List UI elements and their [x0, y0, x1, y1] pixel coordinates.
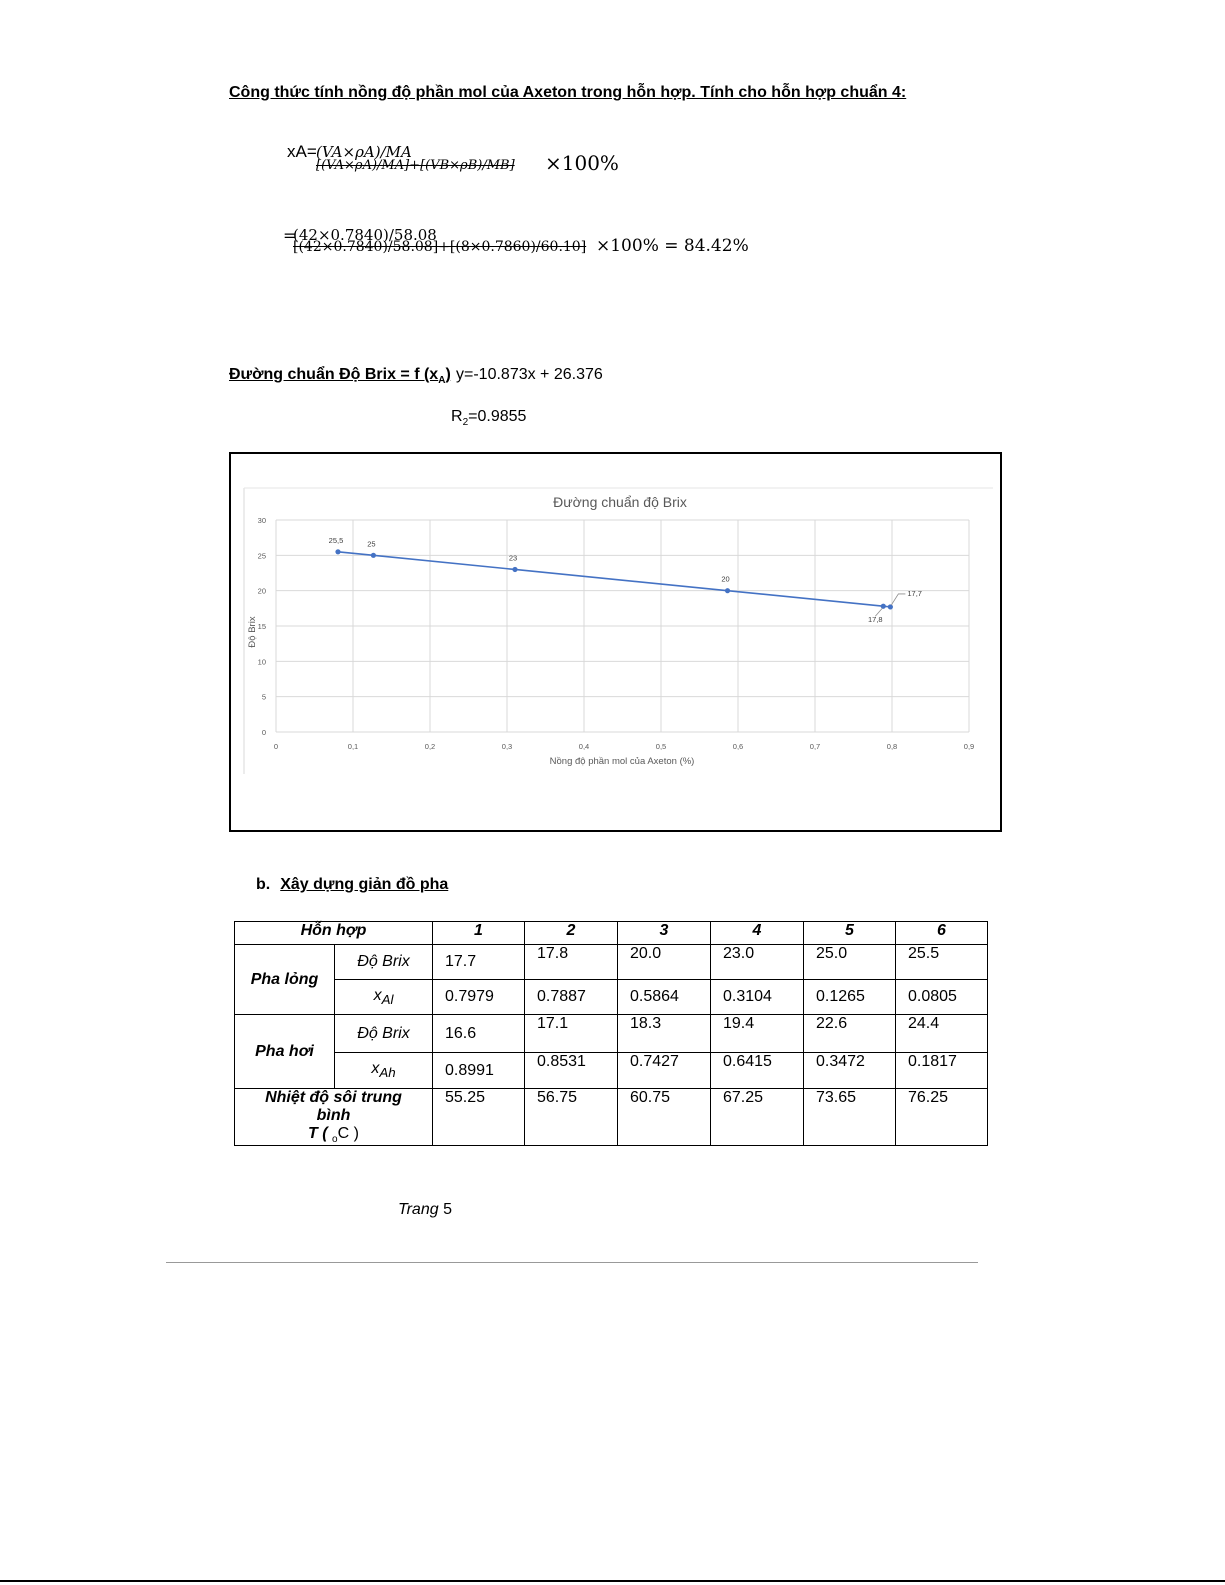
data-point	[881, 604, 886, 609]
formula1-lhs: xA=	[287, 142, 317, 161]
y-tick-label: 15	[257, 622, 266, 631]
x-tick-label: 0,5	[655, 742, 667, 751]
data-point	[725, 588, 730, 593]
header-mixture: Hỗn hợp	[235, 922, 433, 945]
table-cell: 0.3104	[711, 980, 804, 1015]
formula2-numerator: (42×0.7840)/58.08	[293, 226, 437, 244]
table-cell: 60.75	[618, 1089, 711, 1146]
y-tick-label: 30	[257, 516, 266, 525]
chart-y-axis-label: Độ Brix	[247, 616, 258, 648]
table-cell: 0.1817	[896, 1053, 988, 1089]
data-label: 25	[367, 539, 376, 549]
chart-ticks	[258, 516, 975, 751]
table-cell: 25.0	[804, 945, 896, 980]
data-label: 25,5	[328, 535, 344, 545]
y-tick-label: 25	[257, 551, 266, 561]
table-cell: 56.75	[525, 1089, 618, 1146]
formula1-denominator: [(VA×ρA)/MA]+[(VB×ρB)/MB]	[316, 158, 515, 173]
x-tick-label: 0	[273, 742, 279, 751]
table-row	[235, 945, 988, 980]
table-cell: 0.6415	[711, 1053, 804, 1089]
data-label: 17,7	[907, 588, 922, 598]
r-squared-prefix: R	[451, 408, 463, 425]
table-cell: 23.0	[711, 945, 804, 980]
table-row	[235, 1015, 988, 1053]
boiling-temp-label	[235, 1089, 433, 1146]
formula-heading: Công thức tính nồng độ phần mol của Axeton trong hỗn hợp. Tính cho hỗn hợp chuẩn 4:	[229, 84, 907, 101]
vapor-brix-label: Độ Brix	[335, 1015, 433, 1053]
table-cell: 76.25	[896, 1089, 988, 1146]
table-cell: 0.7887	[525, 980, 618, 1015]
page-bottom-edge	[0, 1580, 1225, 1582]
chart-x-axis-label: Nồng độ phần mol của Axeton (%)	[549, 756, 695, 767]
x-tick-label: 0,2	[424, 742, 436, 751]
table-cell: 0.5864	[618, 980, 711, 1015]
data-point	[335, 549, 340, 554]
formula1-numerator: (VA×ρA)/MA	[316, 143, 412, 161]
table-row	[235, 1053, 988, 1089]
calibration-title-main: Đường chuẩn Độ Brix = f (x	[229, 366, 439, 383]
vapor-phase-label: Pha hơi	[235, 1015, 335, 1089]
vapor-x-subscript: Ah	[379, 1065, 396, 1081]
data-label-leader	[891, 594, 905, 605]
table-cell: 0.0805	[896, 980, 988, 1015]
regression-equation: y=-10.873x + 26.376	[456, 366, 603, 383]
y-tick-label: 20	[257, 586, 266, 596]
table-cell: 67.25	[711, 1089, 804, 1146]
header-col-1: 1	[433, 922, 525, 945]
formula2-eq: =	[283, 226, 297, 245]
header-col-5: 5	[804, 922, 896, 945]
data-point	[888, 604, 893, 609]
calibration-title	[229, 366, 451, 386]
y-tick-label: 0	[261, 728, 266, 737]
calibration-title-sub: A	[438, 375, 446, 387]
table-cell: 17.1	[525, 1015, 618, 1053]
footer-divider	[166, 1262, 978, 1263]
formula1-tail: ×100%	[545, 151, 619, 175]
table-cell: 0.3472	[804, 1053, 896, 1089]
page-number-value: 5	[443, 1201, 452, 1218]
table-row	[235, 1089, 988, 1146]
x-tick-label: 0,8	[886, 742, 898, 751]
chart-title: Đường chuẩn độ Brix	[553, 494, 687, 510]
boiling-temp-degree: o	[332, 1134, 338, 1146]
table-cell: 18.3	[618, 1015, 711, 1053]
r-squared	[451, 408, 526, 428]
data-point	[371, 553, 376, 558]
liquid-brix-label: Độ Brix	[335, 945, 433, 980]
boiling-temp-label-line1: Nhiệt độ sôi trung bình	[265, 1089, 402, 1124]
liquid-phase-label: Pha lỏng	[235, 945, 335, 1015]
y-tick-label: 5	[261, 692, 266, 702]
table-cell: 17.8	[525, 945, 618, 980]
table-cell: 55.25	[433, 1089, 525, 1146]
table-cell: 0.7979	[433, 980, 525, 1015]
table-cell: 24.4	[896, 1015, 988, 1053]
formula2-denominator: [(42×0.7840)/58.08]+[(8×0.7860)/60.10]	[293, 239, 587, 255]
x-tick-label: 0,1	[347, 742, 359, 751]
x-tick-label: 0,6	[732, 742, 744, 751]
table-row	[235, 980, 988, 1015]
table-cell: 0.8991	[433, 1053, 525, 1089]
chart-frame	[229, 452, 1002, 832]
vapor-x-symbol: x	[371, 1060, 380, 1078]
header-col-4: 4	[711, 922, 804, 945]
boiling-temp-unit: C )	[337, 1125, 359, 1142]
boiling-temp-label-line2a: T (	[308, 1125, 333, 1142]
table-cell: 20.0	[618, 945, 711, 980]
table-cell: 16.6	[433, 1015, 525, 1053]
vapor-x-label	[335, 1053, 433, 1089]
section-b-heading	[256, 876, 448, 894]
table-cell: 17.7	[433, 945, 525, 980]
brix-chart	[231, 454, 1000, 830]
data-label: 23	[508, 553, 518, 563]
x-tick-label: 0,3	[501, 742, 513, 751]
table-cell: 19.4	[711, 1015, 804, 1053]
y-tick-label: 10	[257, 657, 266, 667]
liquid-x-subscript: Al	[381, 992, 394, 1008]
table-cell: 0.7427	[618, 1053, 711, 1089]
table-header-row	[235, 922, 988, 945]
data-point	[512, 567, 517, 572]
x-tick-label: 0,7	[809, 742, 821, 751]
table-cell: 0.8531	[525, 1053, 618, 1089]
data-label: 20	[721, 574, 730, 584]
series-line	[338, 552, 890, 607]
liquid-x-label	[335, 980, 433, 1015]
formula2-tail: ×100% = 84.42%	[596, 236, 749, 256]
chart-grid	[276, 520, 969, 732]
data-label: 17,8	[867, 615, 883, 625]
liquid-x-symbol: x	[373, 986, 382, 1004]
page-number-word: Trang	[398, 1201, 439, 1218]
section-b-marker: b.	[256, 876, 271, 893]
chart-series	[329, 536, 922, 624]
section-b-label: Xây dựng giản đồ pha	[280, 876, 449, 893]
header-col-2: 2	[525, 922, 618, 945]
header-col-6: 6	[896, 922, 988, 945]
header-col-3: 3	[618, 922, 711, 945]
page-number	[398, 1201, 452, 1219]
r-squared-sub: 2	[462, 417, 469, 429]
table-cell: 73.65	[804, 1089, 896, 1146]
x-tick-label: 0,9	[963, 742, 975, 751]
x-tick-label: 0,4	[578, 742, 590, 751]
calibration-title-close: )	[445, 366, 451, 383]
table-cell: 0.1265	[804, 980, 896, 1015]
table-cell: 22.6	[804, 1015, 896, 1053]
r-squared-value: =0.9855	[468, 408, 527, 425]
table-cell: 25.5	[896, 945, 988, 980]
phase-diagram-table	[234, 921, 988, 1146]
